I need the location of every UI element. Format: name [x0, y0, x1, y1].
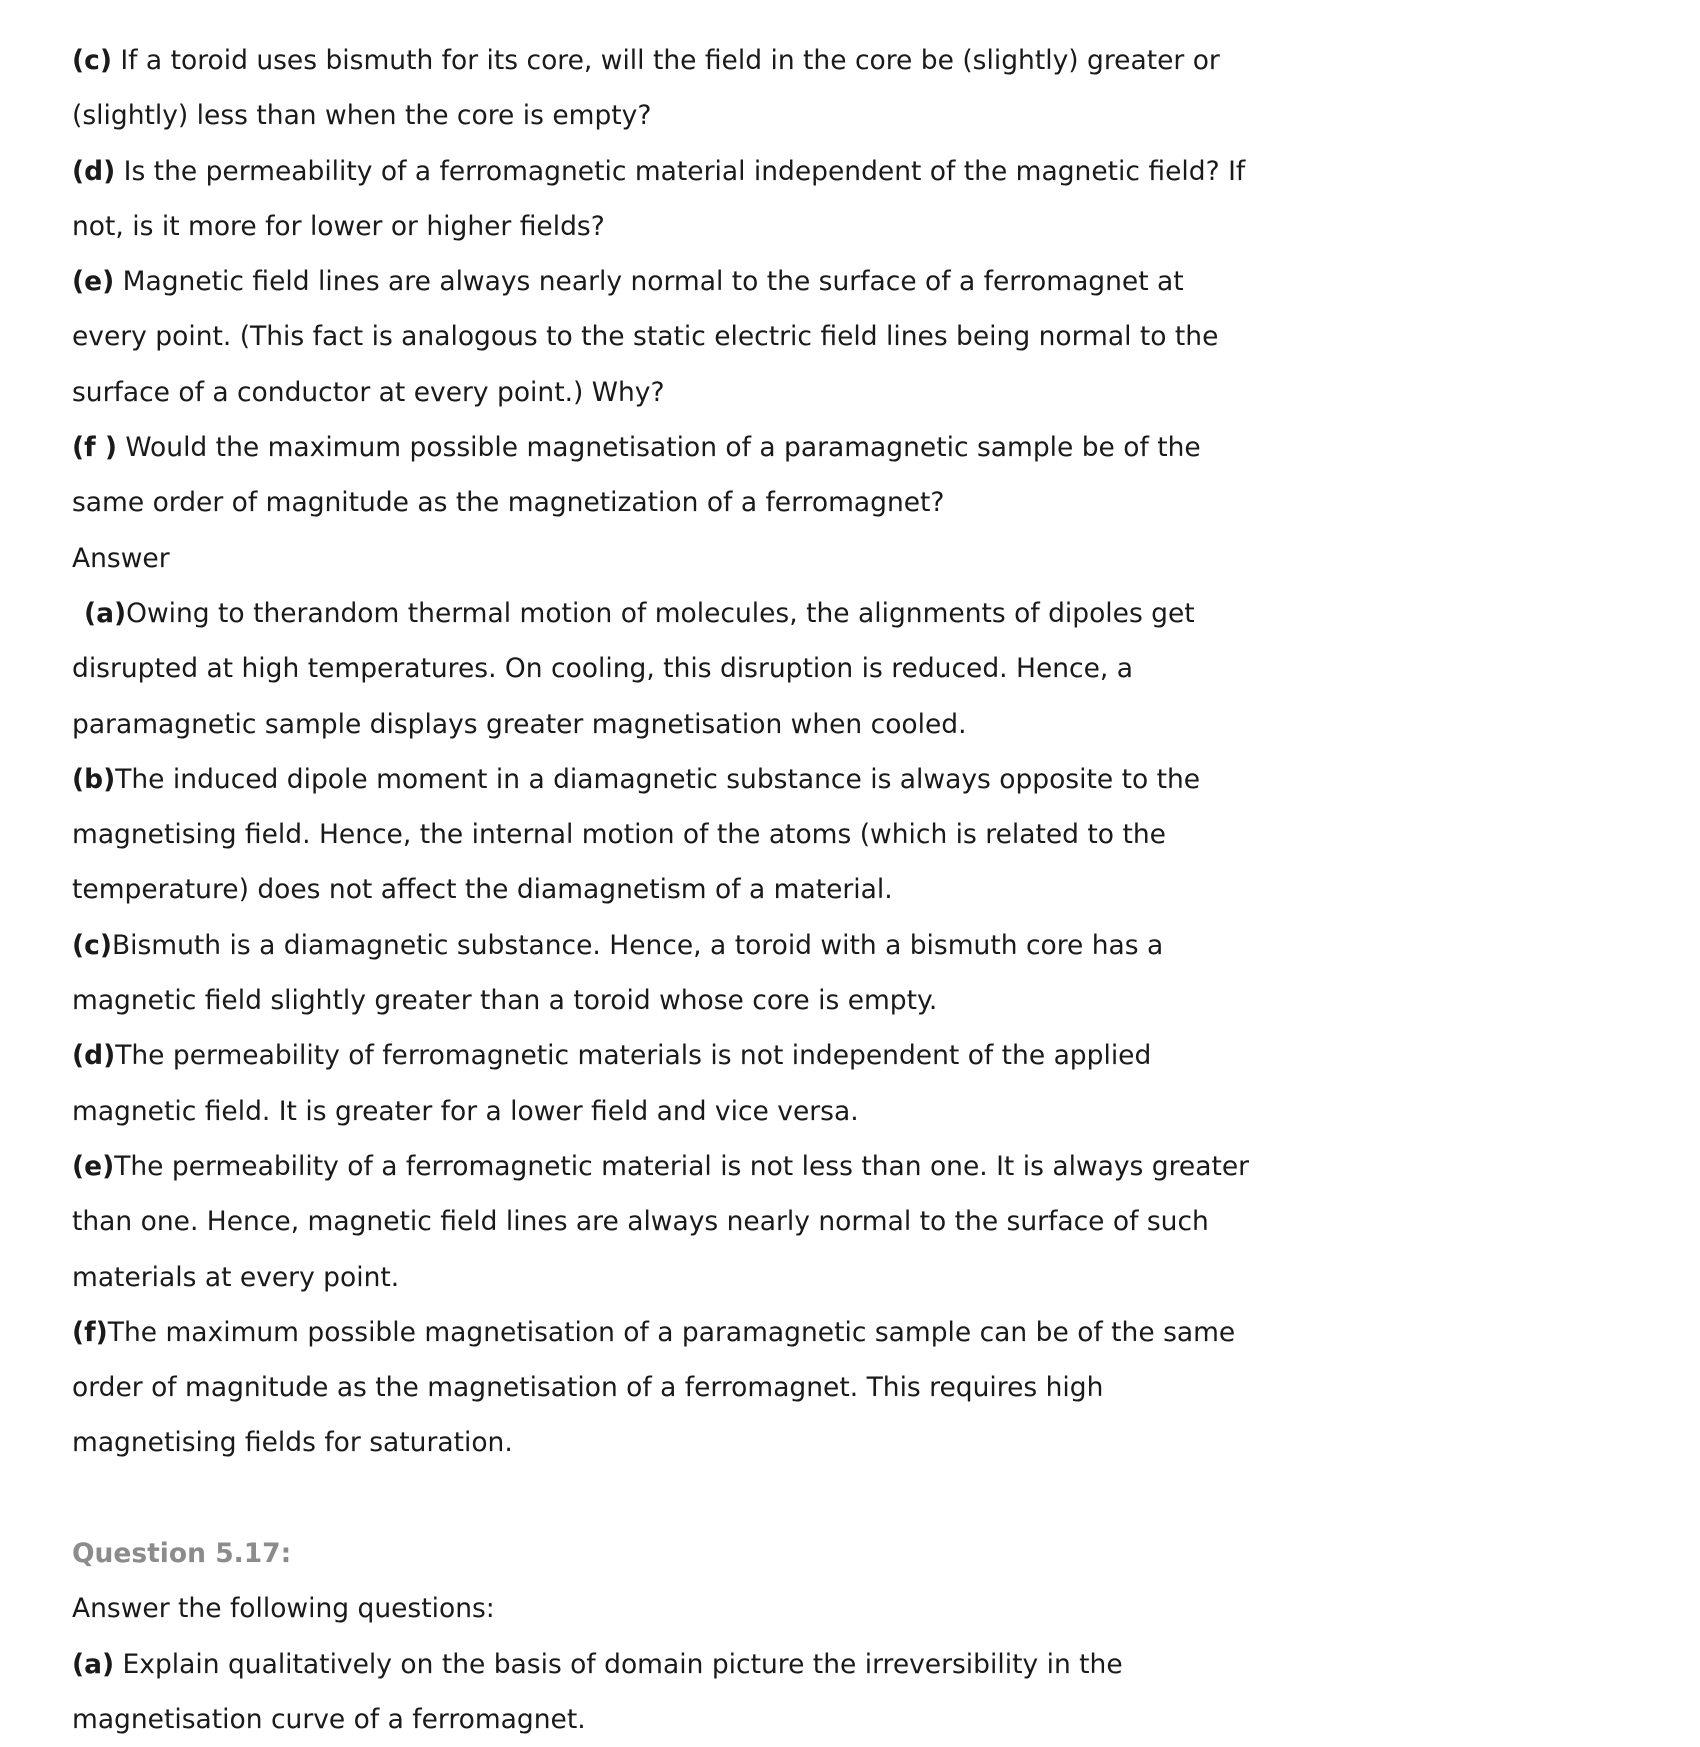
answer-label: (a)	[84, 597, 127, 629]
document-page	[72, 33, 1632, 1747]
answer-line	[72, 807, 1632, 862]
answer-line	[72, 1415, 1632, 1470]
question-part-text: If a toroid uses bismuth for its core, will the field in the core be (slightly) greater or	[111, 45, 1220, 76]
answer-text: magnetising fields for saturation.	[72, 1427, 513, 1459]
answer-label: (e)	[72, 1150, 115, 1182]
question-part-line	[72, 144, 1632, 199]
answer-text: materials at every point.	[72, 1261, 400, 1293]
answer-line	[72, 586, 1632, 641]
answer-line	[72, 1028, 1632, 1083]
question-part-label: (c)	[72, 45, 112, 76]
question-part-line	[72, 475, 1632, 530]
answer-text: The permeability of a ferromagnetic material is not less than one. It is always greater	[114, 1150, 1250, 1182]
answer-text: magnetising field. Hence, the internal motion of the atoms (which is related to the	[72, 819, 1166, 851]
answer-text: order of magnitude as the magnetisation of a ferromagnet. This requires high	[72, 1372, 1104, 1404]
answer-line	[72, 973, 1632, 1028]
question-part-label: (f )	[72, 432, 117, 464]
question-part-text: surface of a conductor at every point.) Why?	[72, 376, 665, 408]
question-part-line	[72, 309, 1632, 364]
question-part-label: (d)	[72, 155, 116, 187]
answer-line	[72, 1305, 1632, 1360]
answer-line	[72, 641, 1632, 696]
question-part-text: Explain qualitatively on the basis of domain picture the irreversibility in the	[114, 1648, 1123, 1680]
question-part-text: Magnetic field lines are always nearly normal to the surface of a ferromagnet at	[114, 266, 1184, 298]
answer-line	[72, 1139, 1632, 1194]
answer-text: than one. Hence, magnetic field lines are always nearly normal to the surface of such	[72, 1206, 1209, 1238]
question-part-text: every point. (This fact is analogous to the static electric field lines being normal to the	[72, 321, 1219, 353]
question-part-text: magnetisation curve of a ferromagnet.	[72, 1703, 586, 1735]
question-part-line	[72, 33, 1632, 88]
question-part-label: (a)	[72, 1648, 115, 1680]
answer-text: Bismuth is a diamagnetic substance. Hence, a toroid with a bismuth core has a	[111, 929, 1164, 961]
blank-line	[72, 1471, 1632, 1526]
question-part-text: (slightly) less than when the core is empty?	[72, 100, 652, 132]
answer-line	[72, 862, 1632, 917]
answer-line	[72, 1084, 1632, 1139]
answer-label: (b)	[72, 763, 116, 795]
answer-label: (f)	[72, 1316, 108, 1348]
question-part-text: Would the maximum possible magnetisation of a paramagnetic sample be of the	[116, 432, 1201, 464]
question-part-line	[72, 254, 1632, 309]
answer-text: magnetic field slightly greater than a toroid whose core is empty.	[72, 985, 938, 1017]
question-part-line	[72, 1637, 1632, 1692]
question-part-text: Is the permeability of a ferromagnetic material independent of the magnetic field? If	[115, 155, 1246, 187]
answer-text: Owing to therandom thermal motion of molecules, the alignments of dipoles get	[126, 597, 1195, 629]
answer-text: magnetic field. It is greater for a lower field and vice versa.	[72, 1095, 859, 1127]
answer-text: The maximum possible magnetisation of a paramagnetic sample can be of the same	[107, 1316, 1236, 1348]
question-heading: Question 5.17:	[72, 1538, 292, 1570]
question-part-line	[72, 199, 1632, 254]
answer-line	[72, 1194, 1632, 1249]
question-part-line	[72, 365, 1632, 420]
question-part-text: same order of magnitude as the magnetization of a ferromagnet?	[72, 487, 945, 519]
answer-line	[72, 1360, 1632, 1415]
answer-text: The induced dipole moment in a diamagnetic substance is always opposite to the	[115, 763, 1201, 795]
answer-text: The permeability of ferromagnetic materials is not independent of the applied	[115, 1040, 1152, 1072]
answer-text: disrupted at high temperatures. On cooling, this disruption is reduced. Hence, a	[72, 653, 1133, 685]
question-part-text: not, is it more for lower or higher fields?	[72, 210, 605, 242]
question-part-line	[72, 420, 1632, 475]
answer-line	[72, 1250, 1632, 1305]
answer-line	[72, 697, 1632, 752]
answer-label: (d)	[72, 1040, 116, 1072]
answer-text: temperature) does not affect the diamagnetism of a material.	[72, 874, 893, 906]
question-part-label: (e)	[72, 266, 115, 298]
answer-line	[72, 752, 1632, 807]
question-intro: Answer the following questions:	[72, 1593, 495, 1625]
answer-line	[72, 918, 1632, 973]
question-part-line	[72, 1692, 1632, 1747]
answer-heading: Answer	[72, 542, 170, 574]
question-part-line	[72, 88, 1632, 143]
answer-text: paramagnetic sample displays greater magnetisation when cooled.	[72, 708, 967, 740]
answer-label: (c)	[72, 929, 112, 961]
